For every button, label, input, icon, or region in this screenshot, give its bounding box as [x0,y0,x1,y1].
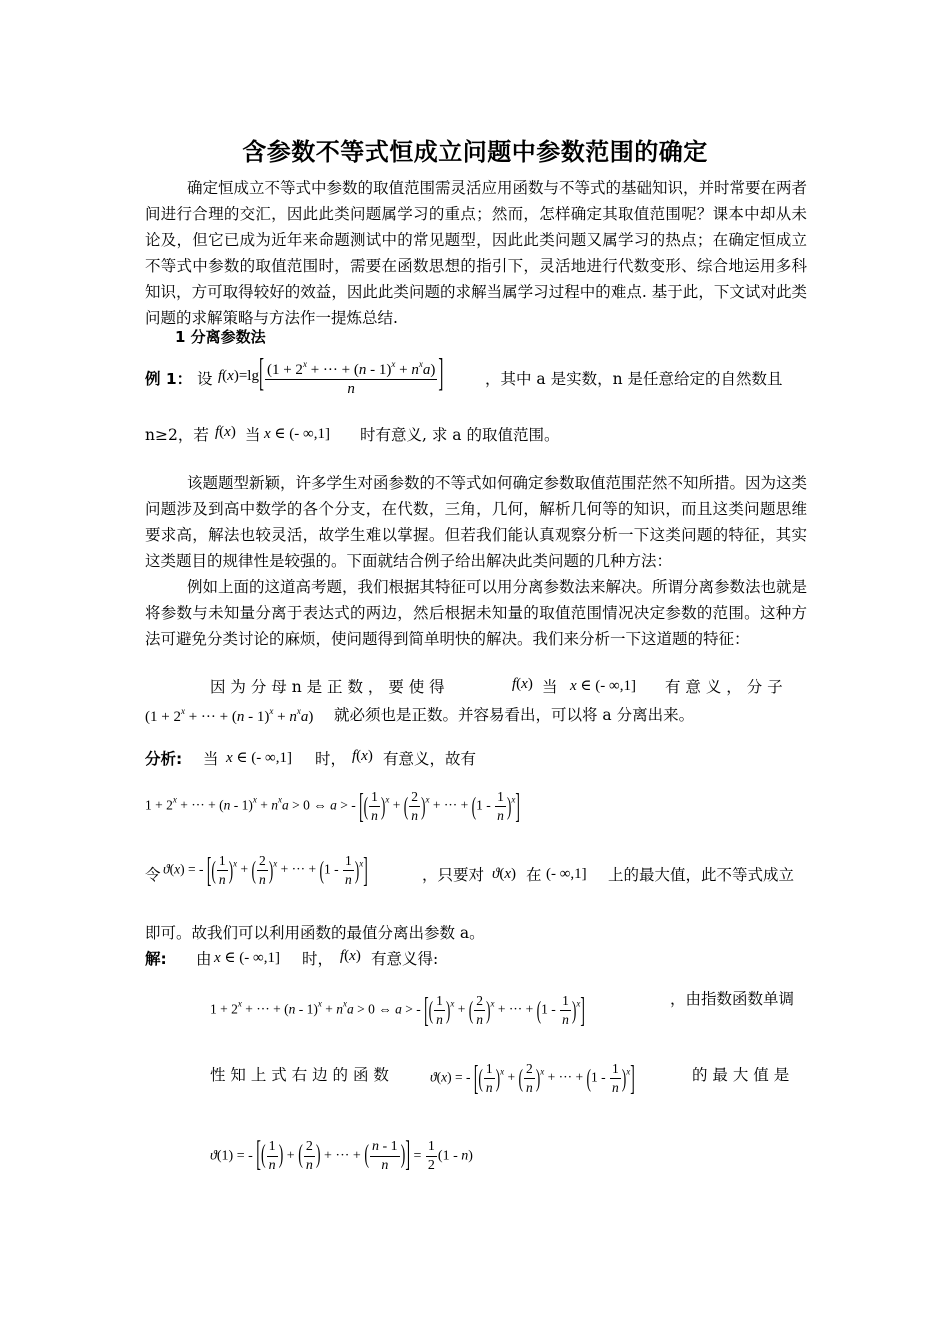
intro-text: 确定恒成立不等式中参数的取值范围需灵活应用函数与不等式的基础知识，并时常要在两者间进行合理的交汇，因此此类问题属学习的重点；然而，怎样确定其取值范围呢？课本中却从未论及，但它已成为近年来命题测试中的常见题型，因此此类问题又属学习的热点；在确定恒成立不等式中参数的取值范围时，需要在函数思想的指引下，灵活地进行代数变形、综合地运用多科知识，方可取得较好的效益，因此此类问题的求解当属学习过程中的难点. 基于此，下文试对此类问题的求解策略与方法作一提炼总结. [145,179,808,327]
solution-fx: f(x) [340,948,361,964]
solution-inequality: $1 + 2^x$ + ··· + $(n - 1)^x + n^xa > 0$ ⇔ a > - [( $\frac{1}{n}$ )$^x$ + ( $\frac{2}{n}$ )$^x$ + ··· + (1 - $\frac{1}{n}$ )$^x$] [210,989,585,1029]
example-1-line2-b: 当 [245,426,261,444]
solution-a: 由 [196,950,212,968]
solution-e: 性 知 上 式 右 边 的 函 数 [210,1066,389,1084]
paragraph-3 [145,574,807,652]
analysis-b: 时， [315,750,347,768]
para4-b: 当 [542,678,558,696]
ling-theta: ϑ(x) [492,866,517,882]
example-1-set-text: 设 [197,370,213,388]
analysis-fx: f(x) [352,748,373,764]
ling-a: 令 [145,866,161,884]
para4-fx: f(x) [512,676,533,692]
example-1-domain: x ∈ (- ∞,1] [264,426,330,442]
paragraph-3-text: 例如上面的这道高考题，我们根据其特征可以用分离参数法来解决。所谓分离参数法也就是将参数与未知量分离于表达式的两边，然后根据未知量的取值范围情况决定参数的范围。这种方法可避免分类讨论的麻烦，使问题得到简单明快的解决。我们来分析一下这道题的特征： [145,578,808,648]
ling-theta-definition: ϑ(x) = - [( $\frac{1}{n}$ )$^x$ + ( $\frac{2}{n}$ )$^x$ + ··· + (1 - $\frac{1}{n}$ )$^x$] [163,849,368,889]
solution-theta-max: ϑ(1) = - [( $\frac{1}{n}$ ) + ( $\frac{2}{n}$ ) + ··· + ( $\frac{n - 1}{n}$ )] = $\frac{1}{2}$ (1 - n) [210,1135,473,1175]
para4-a: 因 为 分 母 n 是 正 数 ， 要 使 得 [210,678,445,696]
section-1-heading: 1 分离参数法 [175,328,266,346]
example-1-conditions: ，其中 a 是实数，n 是任意给定的自然数且 [485,370,783,388]
ling-c: 在 [526,866,542,884]
solution-label: 解: [145,950,167,968]
ling-b: ，只要对 [422,866,485,884]
para4-domain: x ∈ (- ∞,1] [570,678,636,694]
analysis-inequality: $1 + 2^x$ + ··· + $(n - 1)^x + n^xa > 0$ ⇔ a > - [( $\frac{1}{n}$ )$^x$ + ( $\frac{2}{n}$ )$^x$ + ··· + (1 - $\frac{1}{n}$ )$^x$] [145,785,520,825]
solution-domain: x ∈ (- ∞,1] [214,950,280,966]
example-1-formula: f(x)=lg[ $\frac{(1 + 2^x + \cdot\cdot\cdot + (n - 1)^x + n^xa)}{n}$ ] [218,354,444,397]
example-1-label: 例 1： [145,370,193,388]
intro-paragraph [145,175,807,331]
analysis-domain: x ∈ (- ∞,1] [226,750,292,766]
paragraph-2-text: 该题题型新颖，许多学生对函参数的不等式如何确定参数取值范围茫然不知所措。因为这类问题涉及到高中数学的各个分支，在代数，三角，几何，解析几何等的知识，而且这类问题思维要求高，解法也较灵活，故学生难以掌握。但若我们能认真观察分析一下这类问题的特征，其实这类题目的规律性是较强的。下面就结合例子给出解决此类问题的几种方法： [145,474,808,570]
analysis-c: 有意义，故有 [383,750,477,768]
analysis-label: 分析: [145,750,183,768]
ling-d: 上的最大值，此不等式成立 [608,866,795,884]
solution-c: 有意义得: [371,950,439,968]
example-1-line2-c: 时有意义, 求 a 的取值范围。 [360,426,560,444]
example-1-fx: f(x) [215,424,236,440]
para4-numerator: ($1 + 2^x$ + ··· + $(n - 1)^x + n^xa$) [145,706,314,725]
ling-interval: (- ∞,1] [546,866,587,882]
example-1-line2-a: n≥2，若 [145,426,209,444]
document-title: 含参数不等式恒成立问题中参数范围的确定 [242,138,708,166]
paragraph-2 [145,470,807,574]
solution-b: 时， [302,950,334,968]
solution-theta-function: ϑ(x) = - [( $\frac{1}{n}$ )$^x$ + ( $\frac{2}{n}$ )$^x$ + ··· + (1 - $\frac{1}{n}$ )$^x$] [430,1057,635,1097]
para4-c: 有 意 义 ， 分 子 [665,678,783,696]
analysis-a: 当 [203,750,219,768]
solution-d: ，由指数函数单调 [670,990,795,1008]
solution-f: 的 最 大 值 是 [692,1066,790,1084]
ling-e: 即可。故我们可以利用函数的最值分离出参数 a。 [145,924,485,942]
para4-d: 就必须也是正数。并容易看出，可以将 a 分离出来。 [334,706,695,724]
